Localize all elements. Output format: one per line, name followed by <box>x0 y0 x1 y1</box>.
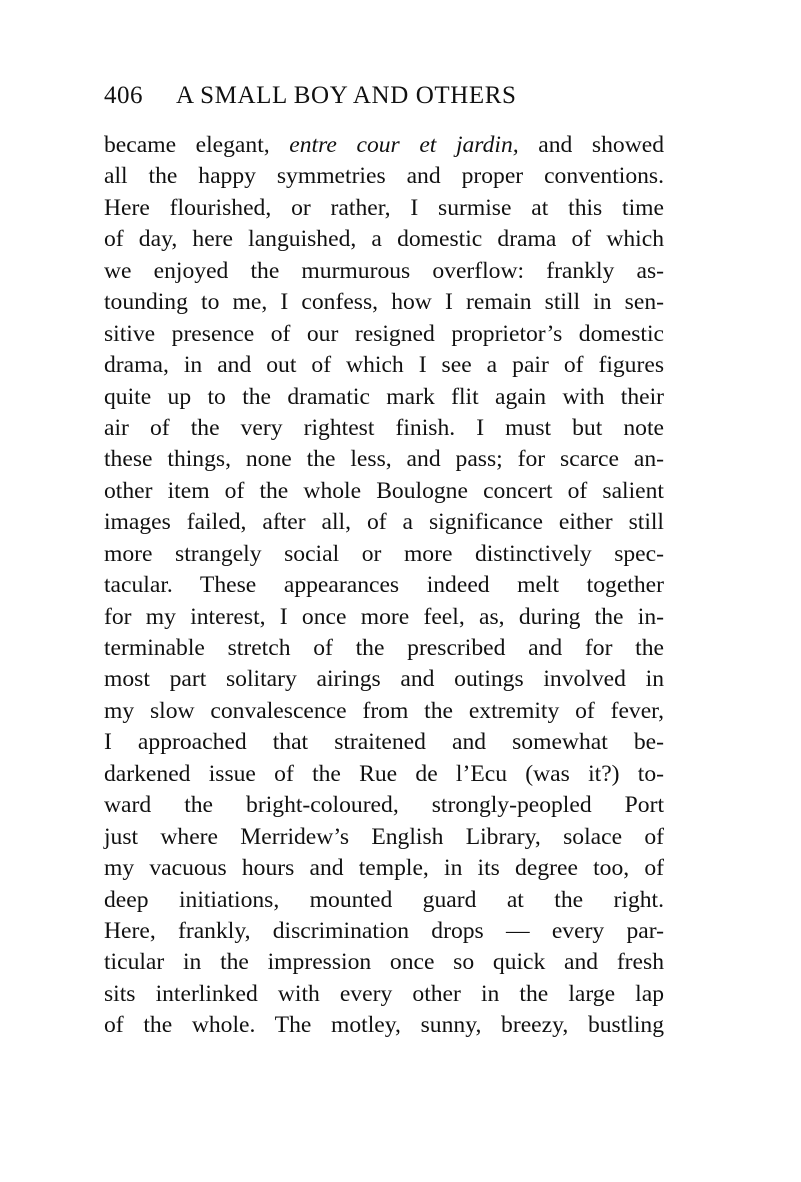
text-line-content: became elegant, <box>104 132 290 158</box>
text-line <box>104 350 664 381</box>
text-line <box>104 444 664 475</box>
text-line-continuation: and showed <box>518 132 665 158</box>
text-line-content: just where Merridew’s English Library, solace of <box>104 823 664 850</box>
text-line-content: these things, none the less, and pass; for scarce an- <box>104 446 664 473</box>
text-line-content: of the whole. The motley, sunny, breezy, bustling <box>104 1012 664 1039</box>
text-line <box>104 916 664 947</box>
text-line <box>104 224 664 255</box>
text-line <box>104 287 664 318</box>
text-line-content: for my interest, I once more feel, as, during the in- <box>104 603 664 630</box>
text-line-content: images failed, after all, of a significance either still <box>104 509 664 536</box>
text-line-content: drama, in and out of which I see a pair of figures <box>104 352 664 379</box>
text-line-content: Here flourished, or rather, I surmise at this time <box>104 194 664 221</box>
text-line <box>104 539 664 570</box>
body-text <box>104 130 664 1042</box>
text-line-content: deep initiations, mounted guard at the right. <box>104 886 664 913</box>
text-line-content: air of the very rightest finish. I must but note <box>104 414 664 441</box>
text-line-content: sitive presence of our resigned proprietor’s domestic <box>104 320 664 347</box>
text-line-content: tacular. These appearances indeed melt together <box>104 572 664 599</box>
text-line <box>104 570 664 601</box>
text-line <box>104 885 664 916</box>
text-line <box>104 130 664 161</box>
text-line <box>104 979 664 1010</box>
text-line <box>104 161 664 192</box>
text-line-content: my vacuous hours and temple, in its degree too, of <box>104 855 664 882</box>
text-line <box>104 507 664 538</box>
text-line-content: ward the bright-coloured, strongly-peopled Port <box>104 792 664 819</box>
text-line-content: quite up to the dramatic mark flit again with their <box>104 383 664 410</box>
text-line <box>104 319 664 350</box>
text-line <box>104 1010 664 1041</box>
text-line <box>104 633 664 664</box>
page-number: 406 <box>104 82 143 109</box>
text-line <box>104 727 664 758</box>
text-line <box>104 413 664 444</box>
text-line <box>104 759 664 790</box>
text-line <box>104 382 664 413</box>
text-line <box>104 790 664 821</box>
text-line <box>104 696 664 727</box>
text-line <box>104 822 664 853</box>
text-line-content: all the happy symmetries and proper conventions. <box>104 163 664 190</box>
book-page <box>104 82 664 1042</box>
text-line-content: Here, frankly, discrimination drops — every par- <box>104 917 664 944</box>
text-line-content: we enjoyed the murmurous overflow: frankly as- <box>104 257 664 284</box>
text-line-content: tounding to me, I confess, how I remain still in sen- <box>104 289 664 316</box>
text-line <box>104 664 664 695</box>
text-line-content: I approached that straitened and somewhat be- <box>104 729 664 756</box>
running-head <box>104 82 664 118</box>
running-title: A SMALL BOY AND OTHERS <box>176 82 517 109</box>
text-line <box>104 947 664 978</box>
text-line-content: my slow convalescence from the extremity of fever, <box>104 697 664 724</box>
italic-phrase: entre cour et jardin, <box>289 132 519 158</box>
text-line <box>104 193 664 224</box>
text-line-content: most part solitary airings and outings involved in <box>104 666 664 693</box>
text-line-content: terminable stretch of the prescribed and for the <box>104 635 664 661</box>
text-line-content: ticular in the impression once so quick and fresh <box>104 949 664 976</box>
text-line-content: darkened issue of the Rue de l’Ecu (was it?) to- <box>104 760 664 787</box>
text-line <box>104 256 664 287</box>
text-line <box>104 853 664 884</box>
text-line-content: sits interlinked with every other in the large lap <box>104 980 664 1007</box>
text-line <box>104 476 664 507</box>
text-line-content: more strangely social or more distinctively spec- <box>104 540 664 567</box>
text-line <box>104 602 664 633</box>
text-line-content: of day, here languished, a domestic drama of which <box>104 226 664 253</box>
text-line-content: other item of the whole Boulogne concert of salient <box>104 477 664 504</box>
